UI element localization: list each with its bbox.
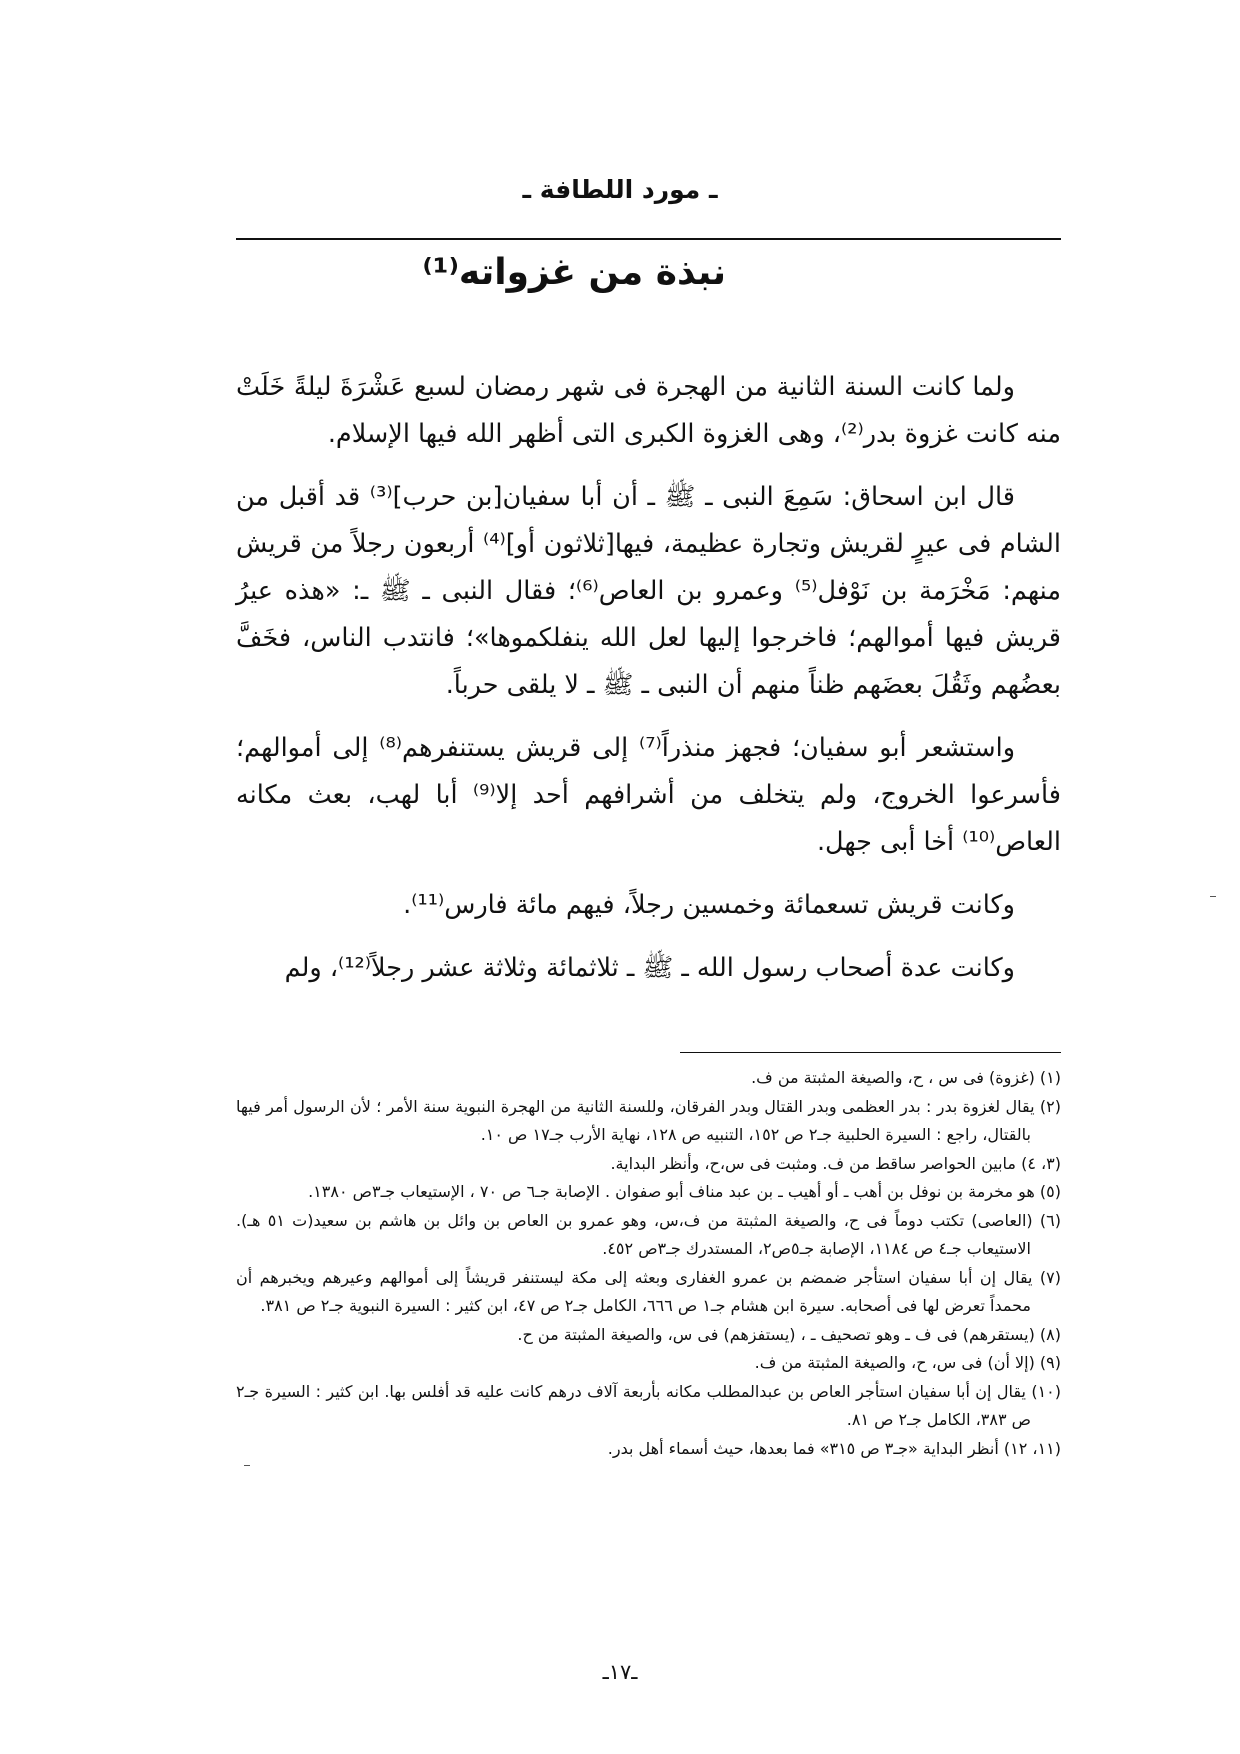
paragraph: واستشعر أبو سفيان؛ فجهز منذراً⁽⁷⁾ إلى قريش يستنفرهم⁽⁸⁾ إلى أموالهم؛ فأسرعوا الخروج، ولم يتخلف من أشرافهم أحد إلا⁽⁹⁾ أبا لهب، بعث مكانه العاص⁽¹⁰⁾ أخا أبى جهل. [236,733,1061,857]
paragraph: قال ابن اسحاق: سَمِعَ النبى ـ ﷺ ـ أن أبا سفيان[بن حرب]⁽³⁾ قد أقبل من الشام فى عيرٍ لقريش وتجارة عظيمة، فيها[ثلاثون أو]⁽⁴⁾ أربعون رجلاً من قريش منهم: مَخْرَمة بن نَوْفل⁽⁵⁾ وعمرو بن العاص⁽⁶⁾؛ فقال النبى ـ ﷺ ـ: «هذه عيرُ قريش فيها أموالهم؛ فاخرجوا إليها لعل الله ينفلكموها»؛ فانتدب الناس، فخَفَّ بعضُهم وثَقُلَ بعضَهم ظناً منهم أن النبى ـ ﷺ ـ لا يلقى حرباً. [236,482,1061,700]
footnote-rule [680,1052,1061,1053]
footnote: (٣، ٤) مابين الحواصر ساقط من ف. ومثبت فى س،ح، وأنظر البداية. [610,1153,1061,1173]
footnote: (٢) يقال لغزوة بدر : بدر العظمى وبدر القتال وبدر الفرقان، وللسنة الثانية من الهجرة النبوية سنة الأمر ؛ لأن الرسول أمر فيها بالقتال، راجع : السيرة الحلبية جـ٢ ص ١٥٢، التنبيه ص ١٢٨، نهاية الأرب جـ١٧ ص ١٠. [236,1096,1061,1144]
footnotes [236,1064,1061,1463]
footnote: (١٠) يقال إن أبا سفيان استأجر العاص بن عبدالمطلب مكانه بأربعة آلاف درهم كانت عليه قد أفلس بها. ابن كثير : السيرة جـ٢ ص ٣٨٣، الكامل جـ٢ ص ٨١. [236,1381,1061,1429]
footnote: (٧) يقال إن أبا سفيان استأجر ضمضم بن عمرو الغفارى وبعثه إلى مكة ليستنفر قريشاً إلى أموالهم وعيرهم ويخبرهم أن محمداً تعرض لها فى أصحابه. سيرة ابن هشام جـ١ ص ٦٦٦، الكامل جـ٢ ص ٤٧، ابن كثير : السيرة النبوية جـ٢ ص ٣٨١. [236,1267,1061,1315]
paragraph: وكانت عدة أصحاب رسول الله ـ ﷺ ـ ثلاثمائة وثلاثة عشر رجلاً⁽¹²⁾، ولم [284,953,1015,983]
section-title: نبذة من غزواته⁽¹⁾ [422,252,726,293]
scan-mark [1210,896,1216,897]
paragraph: وكانت قريش تسعمائة وخمسين رجلاً، فيهم مائة فارس⁽¹¹⁾. [403,890,1015,920]
paragraph: ولما كانت السنة الثانية من الهجرة فى شهر رمضان لسبع عَشْرَةَ ليلةً خَلَتْ منه كانت غزوة بدر⁽²⁾، وهى الغزوة الكبرى التى أظهر الله فيها الإسلام. [236,372,1061,449]
footnote: (١) (غزوة) فى س ، ح، والصيغة المثبتة من ف. [751,1068,1061,1087]
header-rule [236,238,1061,240]
body-text [236,364,1061,1008]
footnote: (٨) (يستقرهم) فى ف ـ وهو تصحيف ـ ، (يستفزهم) فى س، والصيغة المثبتة من ح. [517,1324,1061,1344]
footnote: (٦) (العاصى) تكتب دوماً فى ح، والصيغة المثبتة من ف،س، وهو عمرو بن العاص بن وائل بن هاشم بن سعيد(ت ٥١ هـ). الاستيعاب جـ٤ ص ١١٨٤، الإصابة جـ٥ص٢، المستدرك جـ٣ص ٤٥٢. [236,1210,1061,1258]
footnote: (٩) (إلا أن) فى س، ح، والصيغة المثبتة من ف. [754,1353,1061,1372]
running-head: ـ مورد اللطافة ـ [522,175,718,204]
footnote: (١١، ١٢) أنظر البداية «جـ٣ ص ٣١٥» فما بعدها، حيث أسماء أهل بدر. [607,1438,1061,1458]
page-number: ـ١٧ـ [602,1660,638,1684]
footnote: (٥) هو مخرمة بن نوفل بن أهب ـ أو أهيب ـ بن عبد مناف أبو صفوان . الإصابة جـ٦ ص ٧٠ ، الإستيعاب جـ٣ص ١٣٨٠. [308,1182,1061,1201]
scan-mark [244,1465,250,1466]
